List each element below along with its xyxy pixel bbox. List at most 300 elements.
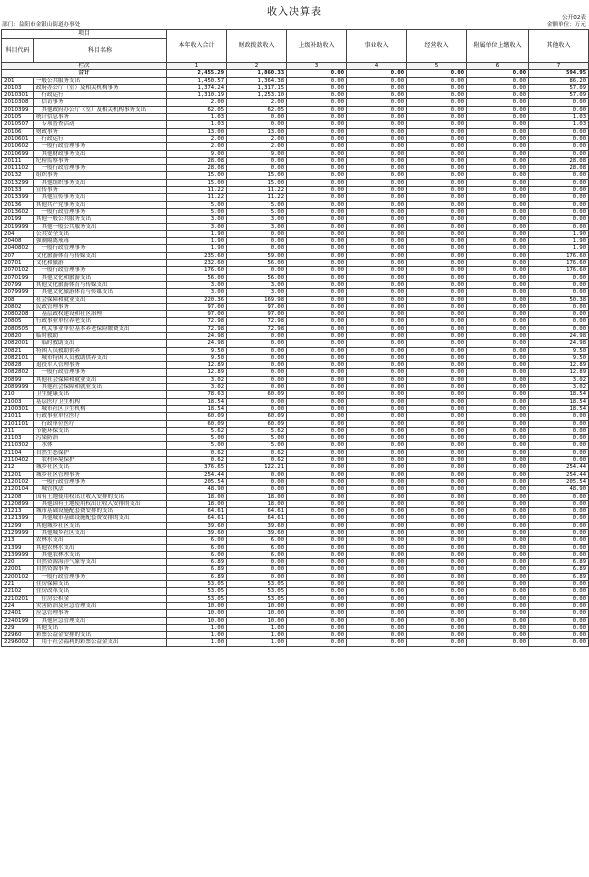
column-index-row xyxy=(2,63,589,70)
amount-cell: 0.00 xyxy=(467,478,529,485)
amount-cell: 5.00 xyxy=(227,442,287,449)
amount-cell: 0.00 xyxy=(287,230,347,237)
amount-cell: 0.00 xyxy=(467,216,529,223)
amount-cell: 11.22 xyxy=(167,194,227,201)
amount-cell: 3.00 xyxy=(167,281,227,288)
amount-cell: 0.00 xyxy=(227,362,287,369)
form-number: 公开02表 xyxy=(562,15,586,21)
table-row xyxy=(2,354,589,361)
amount-cell: 0.00 xyxy=(407,369,467,376)
subject-name: 农村环境保护 xyxy=(34,457,167,464)
amount-cell: 0.00 xyxy=(287,260,347,267)
amount-cell: 0.00 xyxy=(529,639,589,646)
subject-code: 20199 xyxy=(2,216,34,223)
table-row xyxy=(2,464,589,471)
subject-name: 其他支出 xyxy=(34,624,167,631)
subject-name: 组织事务 xyxy=(34,172,167,179)
amount-cell: 0.00 xyxy=(407,442,467,449)
amount-cell: 97.00 xyxy=(227,303,287,310)
amount-cell: 0.00 xyxy=(407,566,467,573)
table-row xyxy=(2,318,589,325)
amount-cell: 0.00 xyxy=(287,223,347,230)
amount-cell: 0.00 xyxy=(407,493,467,500)
subject-code: 20111 xyxy=(2,157,34,164)
amount-cell: 0.00 xyxy=(529,602,589,609)
amount-cell: 0.00 xyxy=(287,471,347,478)
table-row xyxy=(2,157,589,164)
subject-code: 21208 xyxy=(2,493,34,500)
subject-code: 204 xyxy=(2,230,34,237)
amount-cell: 0.00 xyxy=(467,457,529,464)
amount-cell: 0.00 xyxy=(407,500,467,507)
amount-cell: 0.00 xyxy=(529,311,589,318)
amount-cell: 0.00 xyxy=(287,121,347,128)
amount-cell: 0.00 xyxy=(287,114,347,121)
amount-cell: 53.05 xyxy=(167,588,227,595)
amount-cell: 6.00 xyxy=(227,537,287,544)
amount-cell: 0.00 xyxy=(287,435,347,442)
amount-cell: 0.00 xyxy=(407,398,467,405)
amount-cell: 0.00 xyxy=(467,413,529,420)
amount-cell: 0.00 xyxy=(529,303,589,310)
subject-code: 21201 xyxy=(2,471,34,478)
amount-cell: 0.62 xyxy=(167,457,227,464)
amount-cell: 0.00 xyxy=(287,573,347,580)
amount-cell: 0.00 xyxy=(407,128,467,135)
subject-code: 212 xyxy=(2,464,34,471)
amount-cell: 176.60 xyxy=(167,267,227,274)
amount-cell: 0.00 xyxy=(347,442,407,449)
amount-cell: 0.00 xyxy=(529,201,589,208)
amount-cell: 9.50 xyxy=(167,354,227,361)
amount-cell: 0.00 xyxy=(287,442,347,449)
code-header: 科目代码 xyxy=(2,39,34,63)
subject-code: 2013299 xyxy=(2,179,34,186)
amount-cell: 12.89 xyxy=(529,362,589,369)
col-header-1: 本年收入合计 xyxy=(167,30,227,63)
amount-cell: 3.00 xyxy=(227,216,287,223)
subject-code: 20802 xyxy=(2,303,34,310)
amount-cell: 0.00 xyxy=(347,391,407,398)
amount-cell: 3.00 xyxy=(167,289,227,296)
subject-code: 21003 xyxy=(2,398,34,405)
amount-cell: 0.00 xyxy=(407,260,467,267)
amount-cell: 3.02 xyxy=(167,384,227,391)
amount-cell: 0.00 xyxy=(407,573,467,580)
amount-cell: 0.00 xyxy=(287,194,347,201)
subject-name: 其他共产党事务支出 xyxy=(34,201,167,208)
amount-cell: 0.00 xyxy=(467,128,529,135)
table-row xyxy=(2,296,589,303)
amount-cell: 0.00 xyxy=(529,442,589,449)
table-row xyxy=(2,632,589,639)
amount-cell: 1,253.10 xyxy=(227,92,287,99)
amount-cell: 13.00 xyxy=(227,128,287,135)
amount-cell: 1.00 xyxy=(227,624,287,631)
amount-cell: 0.00 xyxy=(467,165,529,172)
amount-cell: 0.00 xyxy=(287,216,347,223)
amount-cell: 0.00 xyxy=(407,376,467,383)
amount-cell: 0.00 xyxy=(227,114,287,121)
subject-code: 2296002 xyxy=(2,639,34,646)
amount-cell: 0.00 xyxy=(529,522,589,529)
table-row xyxy=(2,617,589,624)
amount-cell: 0.00 xyxy=(347,508,407,515)
amount-cell: 0.00 xyxy=(287,398,347,405)
amount-cell: 1,450.57 xyxy=(167,77,227,84)
table-row xyxy=(2,595,589,602)
subject-name: 其他文化旅游体育与传媒支出 xyxy=(34,281,167,288)
amount-cell: 0.00 xyxy=(407,84,467,91)
table-row xyxy=(2,208,589,215)
amount-cell: 0.00 xyxy=(227,157,287,164)
amount-cell: 1.00 xyxy=(227,639,287,646)
amount-cell: 0.00 xyxy=(529,179,589,186)
table-row xyxy=(2,325,589,332)
amount-cell: 0.00 xyxy=(347,413,407,420)
amount-cell: 9.00 xyxy=(167,150,227,157)
amount-cell: 0.00 xyxy=(467,624,529,631)
amount-cell: 0.00 xyxy=(347,311,407,318)
amount-cell: 11.22 xyxy=(227,194,287,201)
table-row xyxy=(2,121,589,128)
table-row xyxy=(2,340,589,347)
subject-name: 专项普查活动 xyxy=(34,121,167,128)
amount-cell: 0.00 xyxy=(347,566,407,573)
amount-cell: 0.00 xyxy=(529,427,589,434)
amount-cell: 0.00 xyxy=(407,486,467,493)
subject-name: 水体 xyxy=(34,442,167,449)
amount-cell: 0.00 xyxy=(287,84,347,91)
amount-cell: 0.00 xyxy=(287,354,347,361)
amount-cell: 0.00 xyxy=(227,486,287,493)
amount-cell: 0.00 xyxy=(287,238,347,245)
amount-cell: 10.00 xyxy=(167,610,227,617)
amount-cell: 0.00 xyxy=(287,486,347,493)
table-row xyxy=(2,610,589,617)
amount-cell: 0.00 xyxy=(287,588,347,595)
amount-unit: 金额单位：万元 xyxy=(546,22,586,28)
amount-cell: 0.00 xyxy=(287,347,347,354)
amount-cell: 0.00 xyxy=(407,311,467,318)
amount-cell: 0.00 xyxy=(287,245,347,252)
amount-cell: 64.61 xyxy=(227,508,287,515)
amount-cell: 0.00 xyxy=(407,135,467,142)
amount-cell: 0.00 xyxy=(287,369,347,376)
table-row xyxy=(2,493,589,500)
amount-cell: 0.00 xyxy=(347,515,407,522)
table-row xyxy=(2,303,589,310)
subject-code: 21213 xyxy=(2,508,34,515)
col-header-6: 附属单位上缴收入 xyxy=(467,30,529,63)
subject-code: 2010399 xyxy=(2,106,34,113)
subject-code: 208 xyxy=(2,296,34,303)
amount-cell: 6.89 xyxy=(529,566,589,573)
amount-cell: 13.00 xyxy=(167,128,227,135)
amount-cell: 0.00 xyxy=(467,486,529,493)
subject-name: 临时救助 xyxy=(34,332,167,339)
amount-cell: 1,317.15 xyxy=(227,84,287,91)
total-value: 2,455.29 xyxy=(167,70,227,77)
subject-name: 用于社会福利的彩票公益金支出 xyxy=(34,639,167,646)
amount-cell: 0.00 xyxy=(407,77,467,84)
subject-name: 行政事业单位医疗 xyxy=(34,413,167,420)
subject-name: 统计信息事务 xyxy=(34,114,167,121)
subject-code: 224 xyxy=(2,602,34,609)
subject-code: 2013399 xyxy=(2,194,34,201)
amount-cell: 11.22 xyxy=(227,187,287,194)
amount-cell: 97.00 xyxy=(167,311,227,318)
amount-cell: 2.00 xyxy=(227,99,287,106)
table-row xyxy=(2,581,589,588)
amount-cell: 0.00 xyxy=(287,332,347,339)
subject-name: 自然生态保护 xyxy=(34,449,167,456)
subject-code: 2120102 xyxy=(2,478,34,485)
amount-cell: 0.00 xyxy=(347,573,407,580)
subject-code: 2200102 xyxy=(2,573,34,580)
amount-cell: 0.00 xyxy=(467,260,529,267)
amount-cell: 0.00 xyxy=(347,500,407,507)
amount-cell: 0.00 xyxy=(227,332,287,339)
amount-cell: 48.90 xyxy=(167,486,227,493)
subject-name: 一般行政管理事务 xyxy=(34,369,167,376)
amount-cell: 3.02 xyxy=(167,376,227,383)
amount-cell: 0.00 xyxy=(347,194,407,201)
total-value: 1,860.33 xyxy=(227,70,287,77)
amount-cell: 0.00 xyxy=(347,354,407,361)
amount-cell: 10.00 xyxy=(227,610,287,617)
index-num: 1 xyxy=(167,63,227,70)
subject-code: 22102 xyxy=(2,588,34,595)
amount-cell: 0.00 xyxy=(407,427,467,434)
amount-cell: 0.00 xyxy=(227,267,287,274)
subject-name: 其他城乡社区支出 xyxy=(34,530,167,537)
amount-cell: 0.00 xyxy=(287,500,347,507)
amount-cell: 0.00 xyxy=(407,332,467,339)
subject-code: 2011102 xyxy=(2,165,34,172)
amount-cell: 1.00 xyxy=(167,639,227,646)
amount-cell: 0.00 xyxy=(347,493,407,500)
subject-code: 21104 xyxy=(2,449,34,456)
amount-cell: 15.00 xyxy=(167,179,227,186)
amount-cell: 0.00 xyxy=(529,274,589,281)
amount-cell: 0.00 xyxy=(407,471,467,478)
total-value: 0.00 xyxy=(287,70,347,77)
subject-code: 2110402 xyxy=(2,457,34,464)
amount-cell: 78.63 xyxy=(167,391,227,398)
amount-cell: 0.00 xyxy=(529,281,589,288)
amount-cell: 0.00 xyxy=(467,588,529,595)
table-row xyxy=(2,573,589,580)
amount-cell: 0.00 xyxy=(467,464,529,471)
amount-cell: 0.00 xyxy=(407,92,467,99)
amount-cell: 6.89 xyxy=(167,566,227,573)
amount-cell: 0.00 xyxy=(347,435,407,442)
col-header-4: 事业收入 xyxy=(347,30,407,63)
amount-cell: 0.00 xyxy=(467,281,529,288)
amount-cell: 176.60 xyxy=(529,260,589,267)
amount-cell: 0.00 xyxy=(287,128,347,135)
table-row xyxy=(2,442,589,449)
amount-cell: 0.00 xyxy=(347,238,407,245)
subject-code: 20408 xyxy=(2,238,34,245)
subject-code: 2010301 xyxy=(2,92,34,99)
amount-cell: 0.00 xyxy=(407,201,467,208)
amount-cell: 2.00 xyxy=(167,135,227,142)
amount-cell: 3.00 xyxy=(167,216,227,223)
subject-name: 灾害防治及应急管理支出 xyxy=(34,602,167,609)
table-row xyxy=(2,223,589,230)
subject-code: 2082101 xyxy=(2,354,34,361)
amount-cell: 0.00 xyxy=(347,537,407,544)
amount-cell: 0.00 xyxy=(407,522,467,529)
subject-code: 20103 xyxy=(2,84,34,91)
amount-cell: 0.00 xyxy=(407,602,467,609)
amount-cell: 0.00 xyxy=(347,296,407,303)
amount-cell: 0.00 xyxy=(227,376,287,383)
amount-cell: 3.02 xyxy=(529,384,589,391)
amount-cell: 0.00 xyxy=(407,347,467,354)
amount-cell: 1.03 xyxy=(167,114,227,121)
amount-cell: 254.44 xyxy=(529,471,589,478)
subject-code: 201 xyxy=(2,77,34,84)
subject-name: 自然资源海洋气象等支出 xyxy=(34,559,167,566)
amount-cell: 0.00 xyxy=(529,187,589,194)
amount-cell: 64.61 xyxy=(167,508,227,515)
amount-cell: 48.90 xyxy=(529,486,589,493)
amount-cell: 9.50 xyxy=(529,354,589,361)
amount-cell: 0.00 xyxy=(467,245,529,252)
subject-name: 其他宣传事务支出 xyxy=(34,194,167,201)
amount-cell: 6.00 xyxy=(167,551,227,558)
subject-name: 其他应急管理支出 xyxy=(34,617,167,624)
amount-cell: 1.90 xyxy=(529,238,589,245)
subject-name: 一般行政管理事务 xyxy=(34,573,167,580)
subject-code: 21399 xyxy=(2,544,34,551)
amount-cell: 62.05 xyxy=(227,106,287,113)
amount-cell: 0.00 xyxy=(407,106,467,113)
table-row xyxy=(2,449,589,456)
amount-cell: 0.00 xyxy=(347,471,407,478)
amount-cell: 0.00 xyxy=(347,157,407,164)
amount-cell: 0.00 xyxy=(227,559,287,566)
amount-cell: 1,374.24 xyxy=(167,84,227,91)
amount-cell: 18.00 xyxy=(167,500,227,507)
amount-cell: 0.00 xyxy=(287,537,347,544)
subject-code: 20805 xyxy=(2,318,34,325)
amount-cell: 0.00 xyxy=(467,435,529,442)
amount-cell: 62.05 xyxy=(167,106,227,113)
subject-code: 22001 xyxy=(2,566,34,573)
subject-name: 其他财政事务支出 xyxy=(34,150,167,157)
subject-code: 2070199 xyxy=(2,274,34,281)
report-title: 收入决算表 xyxy=(267,7,322,18)
amount-cell: 5.00 xyxy=(167,442,227,449)
subject-code: 20105 xyxy=(2,114,34,121)
amount-cell: 0.00 xyxy=(529,588,589,595)
amount-cell: 0.00 xyxy=(467,500,529,507)
amount-cell: 0.00 xyxy=(529,208,589,215)
table-row xyxy=(2,376,589,383)
amount-cell: 0.00 xyxy=(287,172,347,179)
amount-cell: 0.00 xyxy=(347,347,407,354)
amount-cell: 0.00 xyxy=(467,449,529,456)
amount-cell: 53.05 xyxy=(167,595,227,602)
amount-cell: 0.00 xyxy=(287,478,347,485)
amount-cell: 0.00 xyxy=(347,405,407,412)
department-label: 部门：益阳市金银山街道办事处 xyxy=(2,22,81,28)
amount-cell: 0.00 xyxy=(287,493,347,500)
table-row xyxy=(2,478,589,485)
amount-cell: 24.98 xyxy=(529,340,589,347)
table-row xyxy=(2,530,589,537)
amount-cell: 0.00 xyxy=(287,303,347,310)
subject-name: 城市社区卫生机构 xyxy=(34,405,167,412)
amount-cell: 0.00 xyxy=(227,384,287,391)
amount-cell: 0.00 xyxy=(529,128,589,135)
amount-cell: 0.00 xyxy=(407,318,467,325)
table-row xyxy=(2,347,589,354)
amount-cell: 0.00 xyxy=(347,610,407,617)
amount-cell: 0.00 xyxy=(529,135,589,142)
amount-cell: 0.00 xyxy=(467,332,529,339)
amount-cell: 1.90 xyxy=(167,245,227,252)
subject-name: 其他社会保障和就业支出 xyxy=(34,384,167,391)
amount-cell: 0.00 xyxy=(467,187,529,194)
amount-cell: 0.00 xyxy=(347,369,407,376)
table-row xyxy=(2,362,589,369)
amount-cell: 0.00 xyxy=(287,362,347,369)
index-label: 栏次 xyxy=(2,63,167,70)
amount-cell: 0.00 xyxy=(467,384,529,391)
amount-cell: 12.89 xyxy=(167,369,227,376)
amount-cell: 254.44 xyxy=(167,471,227,478)
amount-cell: 0.00 xyxy=(347,624,407,631)
amount-cell: 0.00 xyxy=(529,493,589,500)
amount-cell: 0.00 xyxy=(347,544,407,551)
amount-cell: 18.00 xyxy=(227,500,287,507)
amount-cell: 169.98 xyxy=(227,296,287,303)
amount-cell: 6.00 xyxy=(227,544,287,551)
amount-cell: 64.61 xyxy=(227,515,287,522)
subject-name: 强制隔离戒毒 xyxy=(34,238,167,245)
subject-code: 2010699 xyxy=(2,150,34,157)
amount-cell: 0.00 xyxy=(407,588,467,595)
amount-cell: 12.89 xyxy=(167,362,227,369)
amount-cell: 0.00 xyxy=(407,281,467,288)
amount-cell: 0.00 xyxy=(287,464,347,471)
amount-cell: 0.00 xyxy=(347,230,407,237)
amount-cell: 0.00 xyxy=(287,581,347,588)
amount-cell: 0.00 xyxy=(347,281,407,288)
amount-cell: 0.00 xyxy=(287,427,347,434)
amount-cell: 205.54 xyxy=(529,478,589,485)
name-header: 科目名称 xyxy=(34,39,167,63)
amount-cell: 0.00 xyxy=(529,551,589,558)
amount-cell: 0.00 xyxy=(227,405,287,412)
amount-cell: 6.89 xyxy=(167,573,227,580)
amount-cell: 0.00 xyxy=(407,208,467,215)
amount-cell: 1.90 xyxy=(529,230,589,237)
subject-code: 2089999 xyxy=(2,384,34,391)
amount-cell: 254.44 xyxy=(529,464,589,471)
subject-name: 一般行政管理事务 xyxy=(34,245,167,252)
table-row xyxy=(2,551,589,558)
subject-code: 2080208 xyxy=(2,311,34,318)
amount-cell: 0.00 xyxy=(467,208,529,215)
subject-code: 20820 xyxy=(2,332,34,339)
amount-cell: 5.62 xyxy=(227,427,287,434)
